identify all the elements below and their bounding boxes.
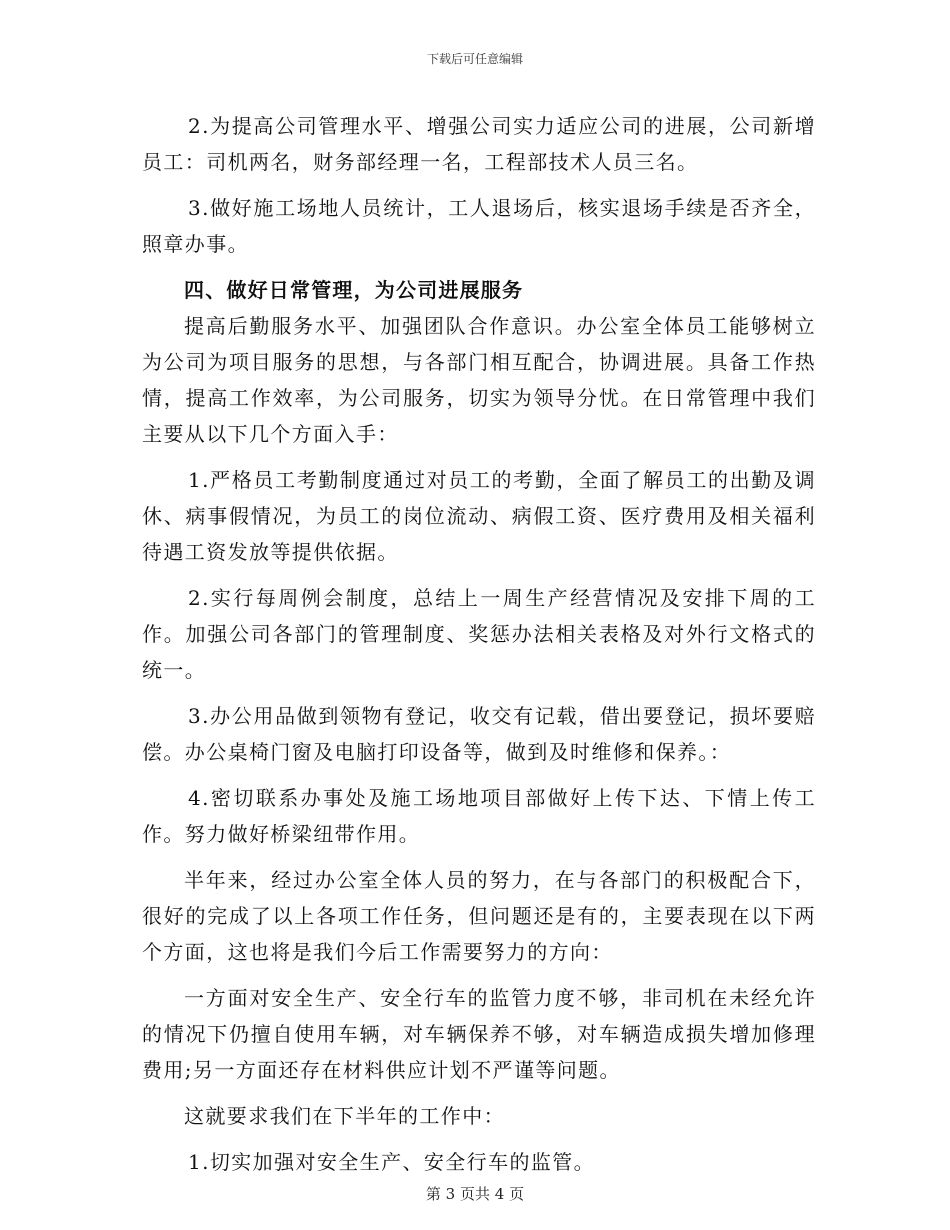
paragraph-problems: 一方面对安全生产、安全行车的监管力度不够，非司机在未经允许的情况下仍擅自使用车辆，对车辆保养不够，对车辆造成损失增加修理费用;另一方面还存在材料供应计划不严谨等问题。 [142,986,816,1082]
paragraph-second-half-requirements: 这就要求我们在下半年的工作中： [184,1104,505,1128]
paragraph-item-2-new-staff: 2.为提高公司管理水平、增强公司实力适应公司的进展，公司新增员工：司机两名，财务部经理一名，工程部技术人员三名。 [142,114,816,174]
page-header: 下载后可任意编辑 [426,52,523,66]
paragraph-logistics-service: 提高后勤服务水平、加强团队合作意识。办公室全体员工能够树立为公司为项目服务的思想，与各部门相互配合，协调进展。具备工作热情，提高工作效率，为公司服务，切实为领导分忧。在日常管理中我们主要从以下几个方面入手： [142,314,816,446]
page-footer: 第 3 页共 4 页 [425,1185,525,1203]
paragraph-item-2-weekly-meeting: 2.实行每周例会制度，总结上一周生产经营情况及安排下周的工作。加强公司各部门的管理制度、奖惩办法相关表格及对外行文格式的统一。 [142,586,816,682]
paragraph-item-1-attendance: 1.严格员工考勤制度通过对员工的考勤，全面了解员工的出勤及调休、病事假情况，为员工的岗位流动、病假工资、医疗费用及相关福利待遇工资发放等提供依据。 [142,468,816,564]
paragraph-item-1-safety-supervision: 1.切实加强对安全生产、安全行车的监管。 [188,1150,596,1174]
document-body [142,108,816,1180]
paragraph-item-4-liaison: 4.密切联系办事处及施工场地项目部做好上传下达、下情上传工作。努力做好桥梁纽带作用。 [142,786,816,846]
paragraph-half-year-summary: 半年来，经过办公室全体人员的努力，在与各部门的积极配合下，很好的完成了以上各项工作任务，但问题还是有的，主要表现在以下两个方面，这也将是我们今后工作需要努力的方向： [142,868,816,964]
paragraph-item-3-office-supplies: 3.办公用品做到领物有登记，收交有记载，借出要登记，损坏要赔偿。办公桌椅门窗及电脑打印设备等，做到及时维修和保养。： [142,704,816,764]
paragraph-item-3-site-statistics: 3.做好施工场地人员统计，工人退场后，核实退场手续是否齐全，照章办事。 [142,196,816,256]
section-heading-daily-management: 四、做好日常管理，为公司进展服务 [184,278,524,302]
